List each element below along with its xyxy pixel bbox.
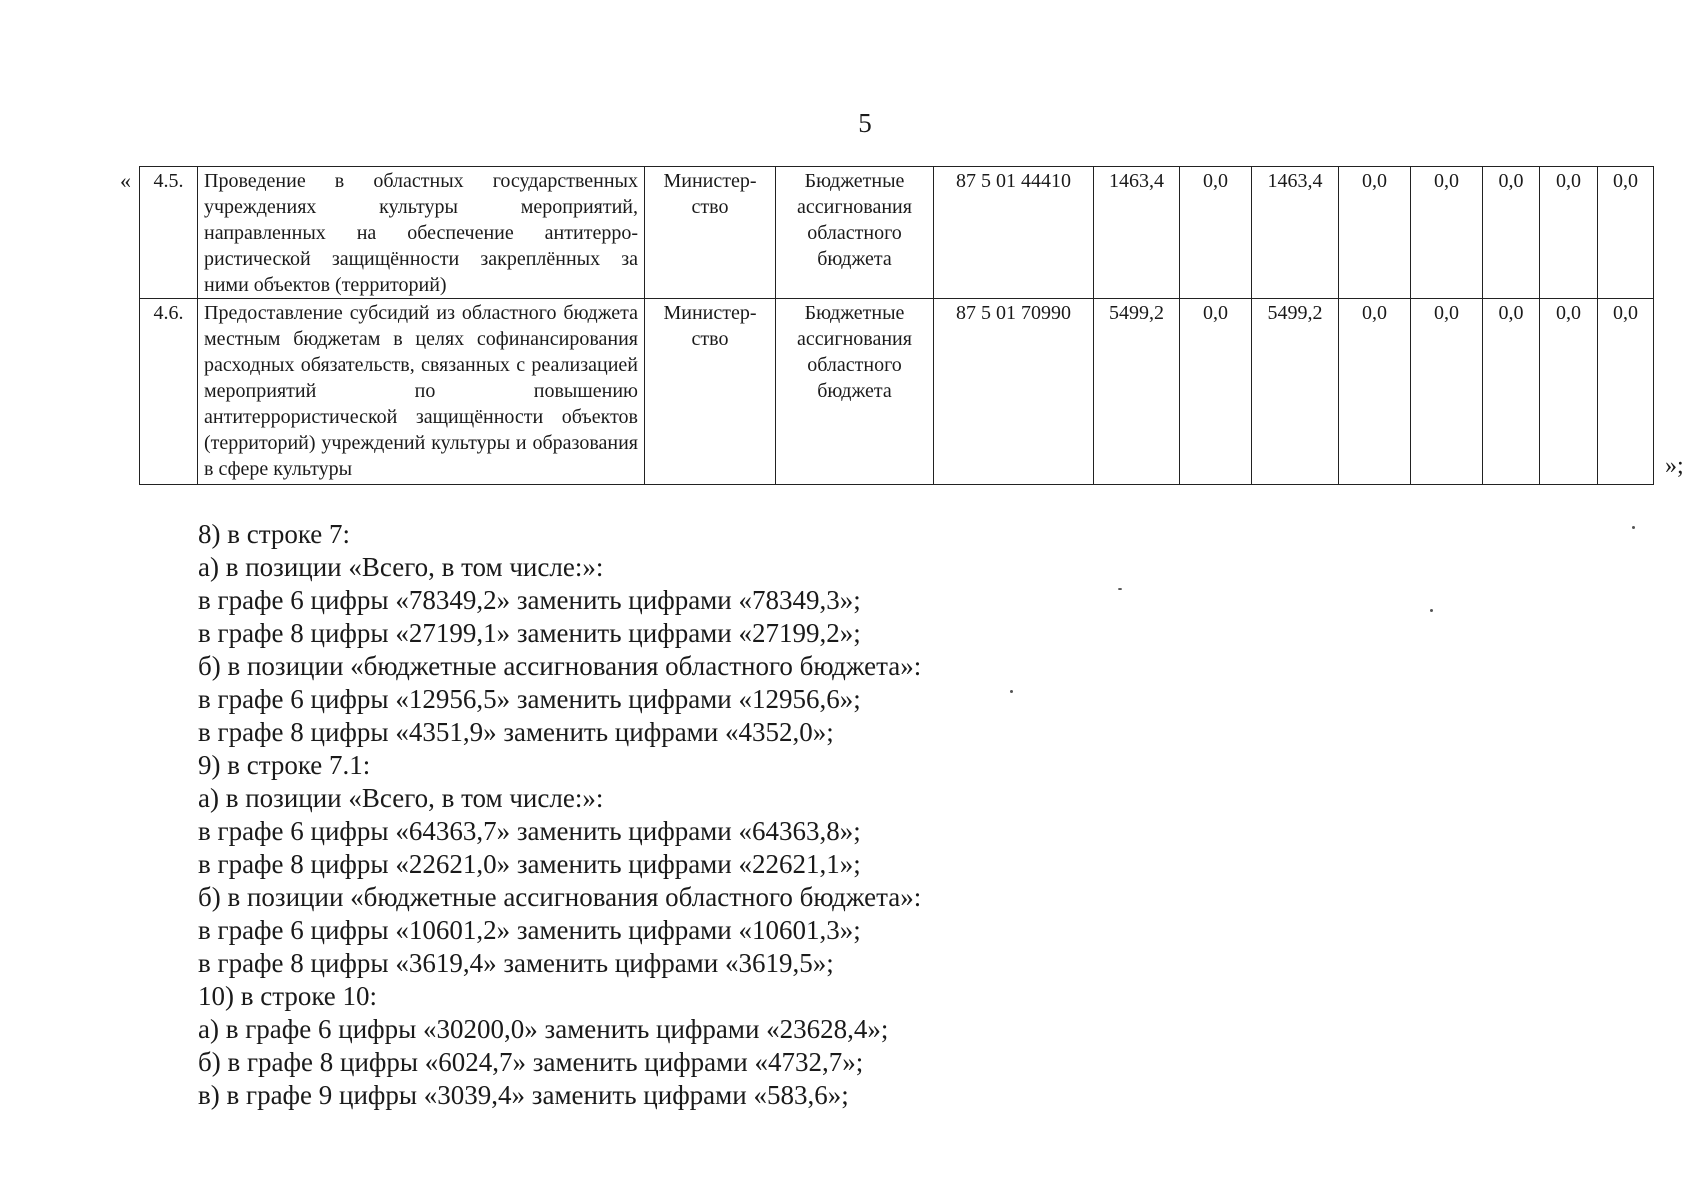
row-funding-source: Бюджетные ассигнования областного бюджета [776,299,934,485]
amendment-line: в графе 8 цифры «3619,4» заменить цифрами «3619,5»; [198,948,834,978]
amendment-line: а) в графе 6 цифры «30200,0» заменить цифрами «23628,4»; [198,1014,889,1044]
row-value: 1463,4 [1252,167,1339,299]
page-number: 5 [858,108,872,138]
row-value: 0,0 [1339,167,1411,299]
scan-speck [1632,526,1635,529]
row-value-total: 1463,4 [1094,167,1180,299]
row-value: 0,0 [1180,167,1252,299]
row-value: 0,0 [1483,299,1540,485]
amendment-line: в графе 6 цифры «10601,2» заменить цифрами «10601,3»; [198,915,861,945]
amendment-line: б) в позиции «бюджетные ассигнования областного бюджета»: [198,651,922,681]
row-value: 0,0 [1540,299,1598,485]
row-value: 0,0 [1411,299,1483,485]
row-value: 0,0 [1339,299,1411,485]
row-budget-code: 87 5 01 70990 [934,299,1094,485]
amendment-line: б) в позиции «бюджетные ассигнования областного бюджета»: [198,882,922,912]
amendment-line: в) в графе 9 цифры «3039,4» заменить цифрами «583,6»; [198,1080,849,1110]
row-value: 5499,2 [1252,299,1339,485]
amendment-line: а) в позиции «Всего, в том числе:»: [198,783,604,813]
table-closing-quote: »; [1665,453,1684,479]
amendment-line: в графе 8 цифры «27199,1» заменить цифрами «27199,2»; [198,618,861,648]
amendment-line: в графе 6 цифры «64363,7» заменить цифрами «64363,8»; [198,816,861,846]
amendment-line: в графе 8 цифры «22621,0» заменить цифрами «22621,1»; [198,849,861,879]
scan-speck [1010,690,1013,693]
row-value: 0,0 [1598,167,1654,299]
row-budget-code: 87 5 01 44410 [934,167,1094,299]
row-value: 0,0 [1483,167,1540,299]
row-value: 0,0 [1540,167,1598,299]
row-number: 4.5. [140,167,198,299]
scan-speck [1430,609,1433,612]
row-value: 0,0 [1598,299,1654,485]
amendment-instructions [198,518,921,1112]
row-executor: Министерство [645,167,776,299]
scan-speck [1118,588,1122,590]
row-funding-source: Бюджетные ассигнования областного бюджета [776,167,934,299]
table-opening-quote: « [120,168,131,193]
row-value: 0,0 [1180,299,1252,485]
row-description: Проведение в областных государственных учреждениях культуры мероприятий, направленных на обеспечение антитеррористической защищённости закреплённых за ними объектов (территорий) [198,167,645,299]
amendment-line: 10) в строке 10: [198,981,378,1011]
amendment-line: 8) в строке 7: [198,519,351,549]
row-description: Предоставление субсидий из областного бюджета местным бюджетам в целях софинансирования расходных обязательств, связанных с реализацией мероприятий по повышению антитеррористической защищённости объектов (территорий) учреждений культуры и образования в сфере культуры [198,299,645,485]
amendment-line: в графе 8 цифры «4351,9» заменить цифрами «4352,0»; [198,717,834,747]
amendment-line: а) в позиции «Всего, в том числе:»: [198,552,604,582]
table-row [140,167,1654,299]
amendment-table [139,166,1654,485]
amendment-line: 9) в строке 7.1: [198,750,371,780]
row-value: 0,0 [1411,167,1483,299]
row-executor: Министерство [645,299,776,485]
amendment-line: в графе 6 цифры «12956,5» заменить цифрами «12956,6»; [198,684,861,714]
row-value-total: 5499,2 [1094,299,1180,485]
amendment-line: б) в графе 8 цифры «6024,7» заменить цифрами «4732,7»; [198,1047,864,1077]
amendment-line: в графе 6 цифры «78349,2» заменить цифрами «78349,3»; [198,585,861,615]
table-row [140,299,1654,485]
row-number: 4.6. [140,299,198,485]
